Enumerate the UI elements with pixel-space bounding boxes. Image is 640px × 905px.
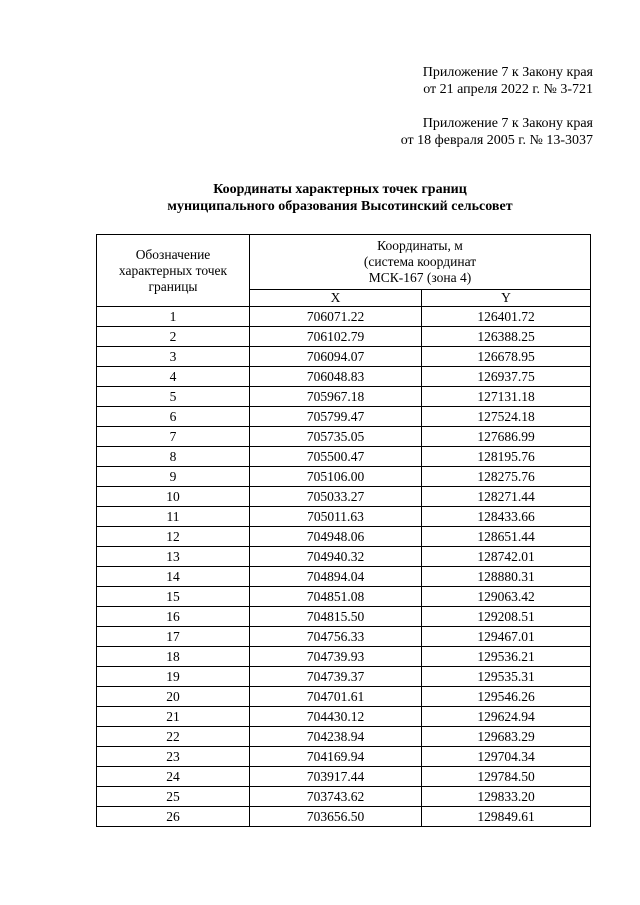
y-coordinate-cell: 128271.44 bbox=[422, 487, 591, 507]
point-number-cell: 17 bbox=[97, 627, 250, 647]
table-row bbox=[97, 507, 591, 527]
y-coordinate-cell: 129536.21 bbox=[422, 647, 591, 667]
y-coordinate-cell: 126401.72 bbox=[422, 307, 591, 327]
x-coordinate-cell: 704739.93 bbox=[250, 647, 422, 667]
y-coordinate-cell: 128433.66 bbox=[422, 507, 591, 527]
law-date-line: от 21 апреля 2022 г. № 3-721 bbox=[423, 82, 593, 97]
x-coordinate-cell: 704701.61 bbox=[250, 687, 422, 707]
y-coordinate-cell: 126937.75 bbox=[422, 367, 591, 387]
y-coordinate-cell: 129546.26 bbox=[422, 687, 591, 707]
y-coordinate-cell: 128195.76 bbox=[422, 447, 591, 467]
x-coordinate-cell: 706102.79 bbox=[250, 327, 422, 347]
y-coordinate-cell: 128742.01 bbox=[422, 547, 591, 567]
y-coordinate-cell: 129784.50 bbox=[422, 767, 591, 787]
point-number-cell: 18 bbox=[97, 647, 250, 667]
x-coordinate-cell: 703917.44 bbox=[250, 767, 422, 787]
coordinates-table bbox=[96, 234, 591, 827]
point-number-cell: 22 bbox=[97, 727, 250, 747]
table-header-row bbox=[97, 235, 591, 290]
x-coordinate-cell: 705967.18 bbox=[250, 387, 422, 407]
table-row bbox=[97, 807, 591, 827]
point-number-cell: 26 bbox=[97, 807, 250, 827]
table-row bbox=[97, 467, 591, 487]
x-coordinate-cell: 705106.00 bbox=[250, 467, 422, 487]
table-row bbox=[97, 447, 591, 467]
header-coordinates: Координаты, м (система координат МСК-167 (зона 4) bbox=[250, 235, 591, 290]
table-row bbox=[97, 727, 591, 747]
point-number-cell: 11 bbox=[97, 507, 250, 527]
y-coordinate-cell: 129833.20 bbox=[422, 787, 591, 807]
y-coordinate-cell: 127524.18 bbox=[422, 407, 591, 427]
table-row bbox=[97, 587, 591, 607]
y-coordinate-cell: 128651.44 bbox=[422, 527, 591, 547]
table-row bbox=[97, 407, 591, 427]
appendix-line: Приложение 7 к Закону края bbox=[422, 116, 593, 131]
table-row bbox=[97, 667, 591, 687]
x-coordinate-cell: 704430.12 bbox=[250, 707, 422, 727]
table-row bbox=[97, 387, 591, 407]
point-number-cell: 19 bbox=[97, 667, 250, 687]
point-number-cell: 3 bbox=[97, 347, 250, 367]
table-row bbox=[97, 547, 591, 567]
table-row bbox=[97, 347, 591, 367]
point-number-cell: 6 bbox=[97, 407, 250, 427]
title-line-2: муниципального образования Высотинский сельсовет bbox=[167, 199, 513, 214]
table-row bbox=[97, 307, 591, 327]
x-coordinate-cell: 703656.50 bbox=[250, 807, 422, 827]
document-title bbox=[0, 181, 640, 215]
y-coordinate-cell: 129849.61 bbox=[422, 807, 591, 827]
point-number-cell: 13 bbox=[97, 547, 250, 567]
point-number-cell: 9 bbox=[97, 467, 250, 487]
point-number-cell: 8 bbox=[97, 447, 250, 467]
y-coordinate-cell: 126678.95 bbox=[422, 347, 591, 367]
point-number-cell: 25 bbox=[97, 787, 250, 807]
table-row bbox=[97, 527, 591, 547]
point-number-cell: 23 bbox=[97, 747, 250, 767]
x-coordinate-cell: 704815.50 bbox=[250, 607, 422, 627]
x-coordinate-cell: 706094.07 bbox=[250, 347, 422, 367]
table-row bbox=[97, 747, 591, 767]
point-number-cell: 20 bbox=[97, 687, 250, 707]
table-row bbox=[97, 767, 591, 787]
law-date-line: от 18 февраля 2005 г. № 13-3037 bbox=[400, 133, 593, 148]
x-coordinate-cell: 704851.08 bbox=[250, 587, 422, 607]
x-coordinate-cell: 705799.47 bbox=[250, 407, 422, 427]
point-number-cell: 2 bbox=[97, 327, 250, 347]
y-coordinate-cell: 129208.51 bbox=[422, 607, 591, 627]
point-number-cell: 12 bbox=[97, 527, 250, 547]
point-number-cell: 1 bbox=[97, 307, 250, 327]
x-coordinate-cell: 704894.04 bbox=[250, 567, 422, 587]
x-coordinate-cell: 704238.94 bbox=[250, 727, 422, 747]
x-coordinate-cell: 705735.05 bbox=[250, 427, 422, 447]
y-coordinate-cell: 128275.76 bbox=[422, 467, 591, 487]
table-row bbox=[97, 627, 591, 647]
point-number-cell: 24 bbox=[97, 767, 250, 787]
appendix-reference-original bbox=[401, 115, 593, 149]
point-number-cell: 4 bbox=[97, 367, 250, 387]
header-point-designation: Обозначение характерных точек границы bbox=[97, 235, 250, 307]
x-coordinate-cell: 705500.47 bbox=[250, 447, 422, 467]
header-x: X bbox=[250, 290, 422, 307]
table-row bbox=[97, 567, 591, 587]
table-row bbox=[97, 787, 591, 807]
x-coordinate-cell: 704739.37 bbox=[250, 667, 422, 687]
y-coordinate-cell: 128880.31 bbox=[422, 567, 591, 587]
title-line-1: Координаты характерных точек границ bbox=[213, 182, 467, 197]
y-coordinate-cell: 129063.42 bbox=[422, 587, 591, 607]
table-row bbox=[97, 647, 591, 667]
y-coordinate-cell: 127686.99 bbox=[422, 427, 591, 447]
appendix-reference-current bbox=[423, 64, 593, 98]
table-row bbox=[97, 687, 591, 707]
x-coordinate-cell: 705011.63 bbox=[250, 507, 422, 527]
point-number-cell: 21 bbox=[97, 707, 250, 727]
x-coordinate-cell: 706071.22 bbox=[250, 307, 422, 327]
point-number-cell: 16 bbox=[97, 607, 250, 627]
table-row bbox=[97, 707, 591, 727]
header-y: Y bbox=[422, 290, 591, 307]
y-coordinate-cell: 129535.31 bbox=[422, 667, 591, 687]
point-number-cell: 10 bbox=[97, 487, 250, 507]
x-coordinate-cell: 706048.83 bbox=[250, 367, 422, 387]
point-number-cell: 5 bbox=[97, 387, 250, 407]
point-number-cell: 7 bbox=[97, 427, 250, 447]
table-row bbox=[97, 427, 591, 447]
table-row bbox=[97, 327, 591, 347]
x-coordinate-cell: 703743.62 bbox=[250, 787, 422, 807]
y-coordinate-cell: 129624.94 bbox=[422, 707, 591, 727]
point-number-cell: 15 bbox=[97, 587, 250, 607]
table-row bbox=[97, 607, 591, 627]
y-coordinate-cell: 129683.29 bbox=[422, 727, 591, 747]
x-coordinate-cell: 704940.32 bbox=[250, 547, 422, 567]
y-coordinate-cell: 129467.01 bbox=[422, 627, 591, 647]
x-coordinate-cell: 704756.33 bbox=[250, 627, 422, 647]
table-row bbox=[97, 367, 591, 387]
point-number-cell: 14 bbox=[97, 567, 250, 587]
x-coordinate-cell: 704948.06 bbox=[250, 527, 422, 547]
y-coordinate-cell: 129704.34 bbox=[422, 747, 591, 767]
x-coordinate-cell: 705033.27 bbox=[250, 487, 422, 507]
table-row bbox=[97, 487, 591, 507]
y-coordinate-cell: 127131.18 bbox=[422, 387, 591, 407]
appendix-line: Приложение 7 к Закону края bbox=[422, 65, 593, 80]
y-coordinate-cell: 126388.25 bbox=[422, 327, 591, 347]
x-coordinate-cell: 704169.94 bbox=[250, 747, 422, 767]
table-body bbox=[97, 307, 591, 827]
